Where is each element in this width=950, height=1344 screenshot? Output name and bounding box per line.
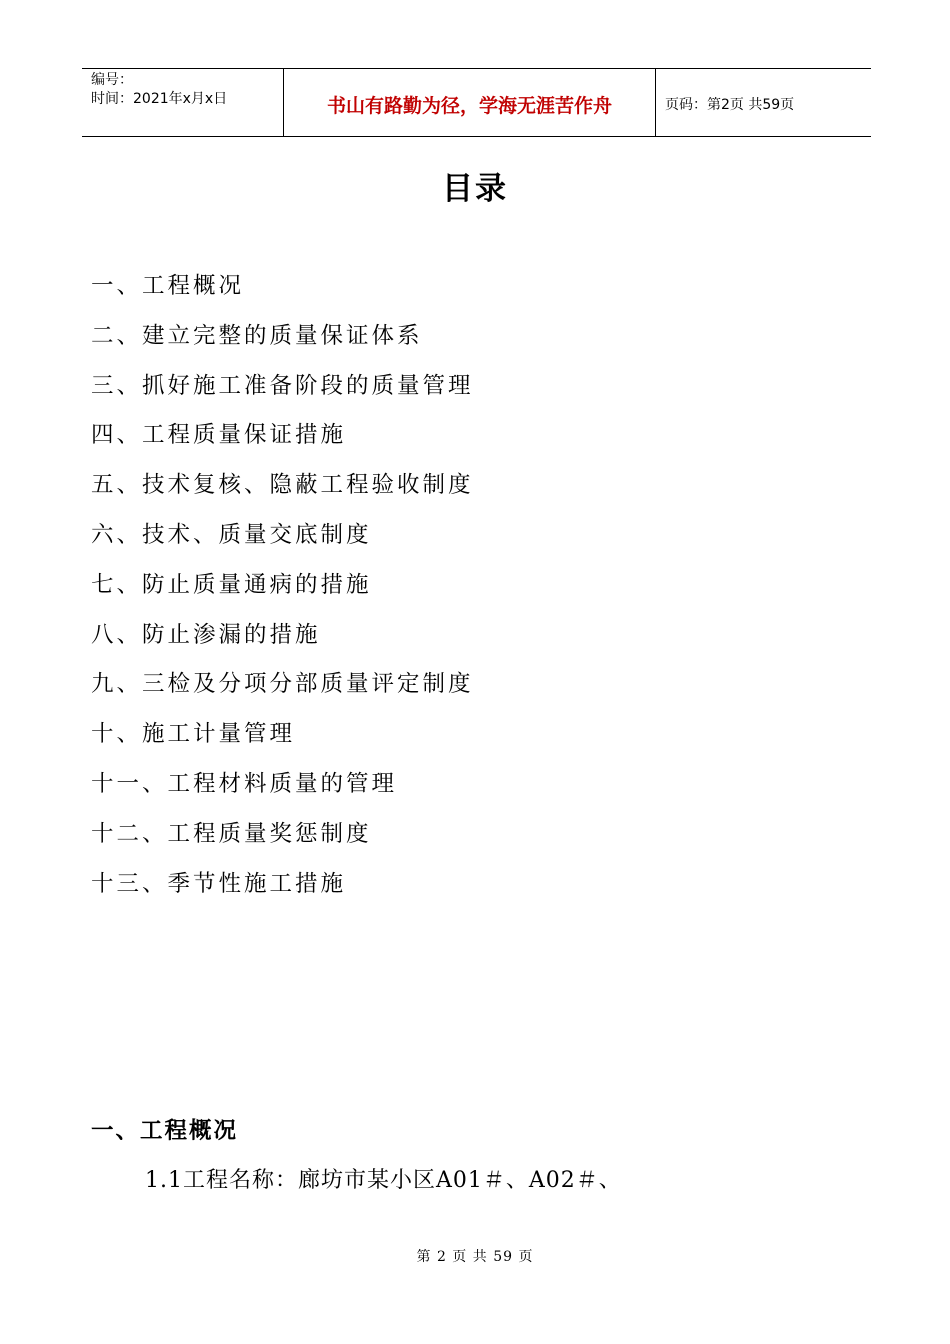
page-title: 目录 — [442, 171, 508, 207]
section-heading: 一、工程概况 — [91, 1118, 239, 1144]
toc-item[interactable]: 二、建立完整的质量保证体系 — [91, 322, 423, 349]
header-motto: 书山有路勤为径，学海无涯苦作舟 — [284, 69, 656, 136]
table-of-contents — [91, 262, 474, 909]
page-footer: 第 2 页 共 59 页 — [416, 1249, 534, 1265]
header-number-label: 编号： — [91, 72, 133, 88]
toc-item[interactable]: 十三、季节性施工措施 — [91, 870, 347, 897]
body-text: 1.1工程名称：廊坊市某小区A01＃、A02＃、 — [145, 1168, 622, 1193]
toc-item[interactable]: 十一、工程材料质量的管理 — [91, 770, 398, 797]
header-page-info: 页码：第2页 共59页 — [665, 97, 795, 113]
toc-item[interactable]: 三、抓好施工准备阶段的质量管理 — [91, 372, 474, 399]
toc-item[interactable]: 七、防止质量通病的措施 — [91, 571, 372, 598]
header-meta — [82, 69, 284, 136]
page-header — [82, 68, 871, 137]
toc-item[interactable]: 十、施工计量管理 — [91, 721, 296, 748]
toc-item[interactable]: 九、三检及分项分部质量评定制度 — [91, 671, 474, 698]
toc-item[interactable]: 六、技术、质量交底制度 — [91, 521, 372, 548]
toc-item[interactable]: 一、工程概况 — [91, 273, 245, 299]
toc-item[interactable]: 五、技术复核、隐蔽工程验收制度 — [91, 472, 474, 499]
toc-item[interactable]: 十二、工程质量奖惩制度 — [91, 820, 372, 847]
toc-item[interactable]: 八、防止渗漏的措施 — [91, 621, 321, 648]
header-date: 时间：2021年x月x日 — [91, 91, 228, 107]
toc-item[interactable]: 四、工程质量保证措施 — [91, 422, 347, 449]
